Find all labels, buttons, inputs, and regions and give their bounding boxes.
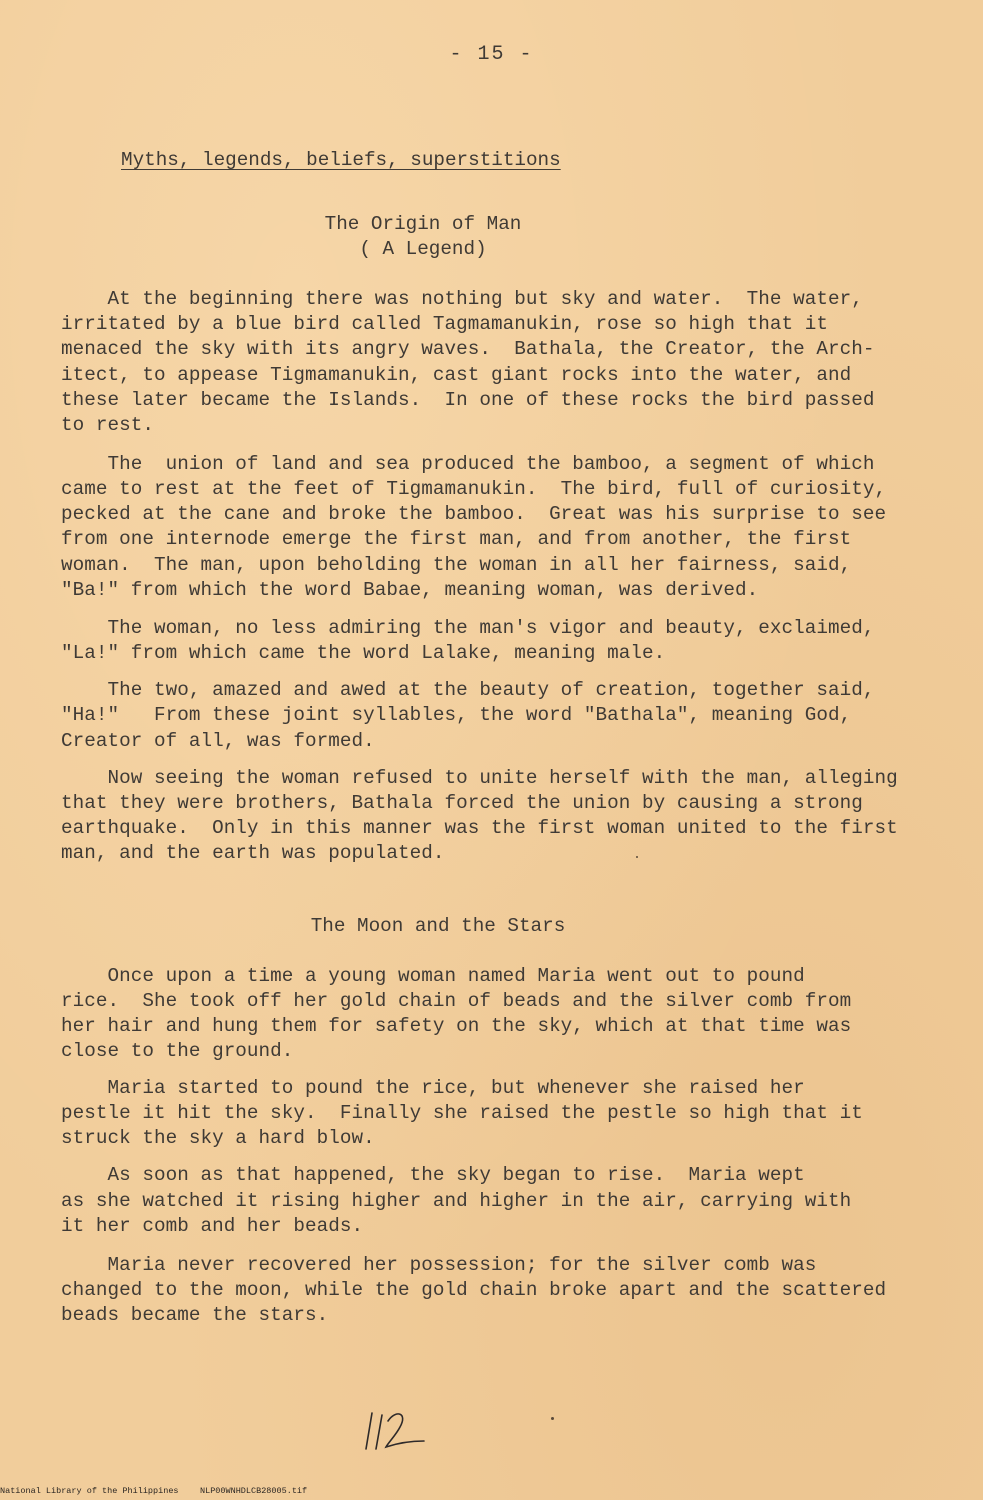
handwritten-page-number (362, 1405, 432, 1455)
text-line: came to rest at the feet of Tigmamanukin. The bird, full of curiosity, (61, 478, 887, 500)
text-line: her hair and hung them for safety on the sky, which at that time was (61, 1015, 852, 1037)
text-line: to rest. (61, 414, 154, 436)
text-line: struck the sky a hard blow. (61, 1127, 375, 1149)
text-line: pestle it hit the sky. Finally she raised the pestle so high that it (61, 1102, 863, 1124)
ink-speck (636, 856, 638, 858)
page-number: - 15 - (449, 43, 534, 66)
text-line: from one internode emerge the first man, and from another, the first (61, 528, 852, 550)
text-line: earthquake. Only in this manner was the first woman united to the first (61, 817, 898, 839)
text-line: changed to the moon, while the gold chain broke apart and the scattered (61, 1279, 887, 1301)
section-heading: Myths, legends, beliefs, superstitions (121, 149, 561, 171)
text-line: "Ba!" from which the word Babae, meaning woman, was derived. (61, 579, 759, 601)
footer-library-name: National Library of the Philippines (0, 1486, 179, 1496)
text-line: Maria never recovered her possession; for the silver comb was (61, 1254, 817, 1276)
text-line: it her comb and her beads. (61, 1215, 364, 1237)
text-line: woman. The man, upon beholding the woman in all her fairness, said, (61, 554, 852, 576)
text-line: The union of land and sea produced the bamboo, a segment of which (61, 453, 875, 475)
text-line: menaced the sky with its angry waves. Bathala, the Creator, the Arch- (61, 338, 875, 360)
text-line: The woman, no less admiring the man's vigor and beauty, exclaimed, (61, 617, 875, 639)
text-line: Now seeing the woman refused to unite herself with the man, alleging (61, 767, 898, 789)
text-line: The two, amazed and awed at the beauty of creation, together said, (61, 679, 875, 701)
text-line: "Ha!" From these joint syllables, the word "Bathala", meaning God, (61, 704, 852, 726)
text-line: Once upon a time a young woman named Maria went out to pound (61, 965, 805, 987)
text-line: rice. She took off her gold chain of beads and the silver comb from (61, 990, 852, 1012)
text-line: close to the ground. (61, 1040, 294, 1062)
text-line: At the beginning there was nothing but sky and water. The water, (61, 288, 863, 310)
text-line: Maria started to pound the rice, but whenever she raised her (61, 1077, 805, 1099)
story-title-moon-and-stars: The Moon and the Stars (310, 915, 566, 937)
text-line: itect, to appease Tigmamanukin, cast giant rocks into the water, and (61, 364, 852, 386)
text-line: these later became the Islands. In one of these rocks the bird passed (61, 389, 875, 411)
text-line: that they were brothers, Bathala forced the union by causing a strong (61, 792, 863, 814)
text-line: man, and the earth was populated. (61, 842, 445, 864)
text-line: as she watched it rising higher and higher in the air, carrying with (61, 1190, 852, 1212)
story-subtitle-legend: ( A Legend) (359, 238, 487, 260)
footer-file-name: NLP00WNHDLCB28005.tif (200, 1486, 308, 1496)
text-line: "La!" from which came the word Lalake, meaning male. (61, 642, 666, 664)
story-title-origin-of-man: The Origin of Man (324, 213, 522, 235)
text-line: beads became the stars. (61, 1304, 329, 1326)
text-line: Creator of all, was formed. (61, 730, 375, 752)
text-line: As soon as that happened, the sky began to rise. Maria wept (61, 1164, 805, 1186)
ink-speck (551, 1417, 554, 1420)
text-line: pecked at the cane and broke the bamboo. Great was his surprise to see (61, 503, 887, 525)
text-line: irritated by a blue bird called Tagmamanukin, rose so high that it (61, 313, 828, 335)
